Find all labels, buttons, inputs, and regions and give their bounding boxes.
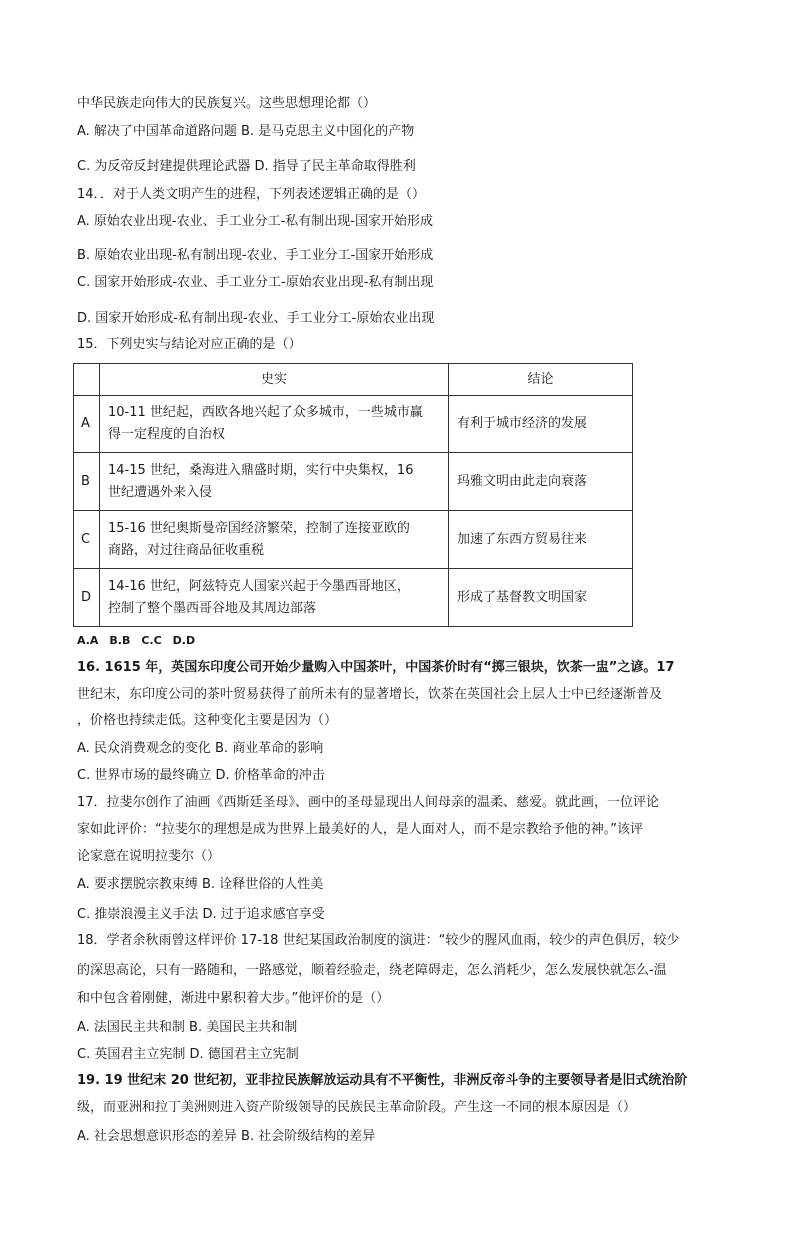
table-header-row xyxy=(74,364,633,396)
table-header-conclusion: 结论 xyxy=(449,364,633,396)
q14-option-c: C. 国家开始形成-农业、手工业分工-原始农业出现-私有制出现 xyxy=(77,275,434,290)
q19-stem-2: 级，而亚洲和拉丁美洲则进入资产阶级领导的民族民主革命阶段。产生这一不同的根本原因是（） xyxy=(77,1100,637,1115)
row-conclusion: 有利于城市经济的发展 xyxy=(449,396,633,453)
q18-options-ab: A. 法国民主共和制 B. 美国民主共和制 xyxy=(77,1020,298,1035)
q13-options-ab: A. 解决了中国革命道路问题 B. 是马克思主义中国化的产物 xyxy=(77,124,415,139)
q15-table xyxy=(73,363,633,627)
row-label: B xyxy=(74,453,100,511)
q14-option-a: A. 原始农业出现-农业、手工业分工-私有制出现-国家开始形成 xyxy=(77,214,434,229)
q16-stem-3: ，价格也持续走低。这种变化主要是因为（） xyxy=(77,713,338,728)
row-fact-line: 10-11 世纪起，西欧各地兴起了众多城市，一些城市赢 xyxy=(108,405,423,420)
row-label: C xyxy=(74,511,100,569)
row-fact-line: 控制了整个墨西哥谷地及其周边部落 xyxy=(108,600,317,616)
q18-stem-2: 的深思高论，只有一路随和，一路感觉，顺着经验走，绕老障碍走，怎么消耗少，怎么发展快就怎么-温 xyxy=(77,963,667,978)
q15-options: A.A B.B C.C D.D xyxy=(77,634,196,647)
row-conclusion: 加速了东西方贸易往来 xyxy=(449,511,633,569)
q16-stem-1: 16. 1615 年，英国东印度公司开始少量购入中国茶叶，中国茶价时有“掷三银块，饮茶一盅”之谚。17 xyxy=(77,660,675,675)
row-fact xyxy=(100,453,449,511)
row-fact-line: 14-15 世纪，桑海进入鼎盛时期，实行中央集权，16 xyxy=(108,462,414,478)
q17-options-cd: C. 推崇浪漫主义手法 D. 过于追求感官享受 xyxy=(77,907,325,922)
q19-stem-1: 19. 19 世纪末 20 世纪初，亚非拉民族解放运动具有不平衡性，非洲反帝斗争的主要领导者是旧式统治阶 xyxy=(77,1073,688,1088)
table-row xyxy=(74,396,633,453)
row-fact-line: 世纪遭遇外来入侵 xyxy=(108,484,213,500)
table-row xyxy=(74,453,633,511)
row-conclusion: 形成了基督教文明国家 xyxy=(449,569,633,627)
row-fact-line: 商路，对过往商品征收重税 xyxy=(108,542,265,558)
q18-options-cd: C. 英国君主立宪制 D. 德国君主立宪制 xyxy=(77,1047,299,1062)
table-row xyxy=(74,511,633,569)
q17-stem-2: 家如此评价：“拉斐尔的理想是成为世界上最美好的人，是人面对人，而不是宗教给予他的神。”该评 xyxy=(77,822,643,837)
line-q13-stem: 中华民族走向伟大的民族复兴。这些思想理论都（） xyxy=(77,96,377,111)
q16-options-cd: C. 世界市场的最终确立 D. 价格革命的冲击 xyxy=(77,768,325,783)
q13-options-cd: C. 为反帝反封建提供理论武器 D. 指导了民主革命取得胜利 xyxy=(77,159,416,174)
q19-options-ab: A. 社会思想意识形态的差异 B. 社会阶级结构的差异 xyxy=(77,1129,376,1144)
row-label: A xyxy=(74,396,100,453)
q14-option-d: D. 国家开始形成-私有制出现-农业、手工业分工-原始农业出现 xyxy=(77,311,435,326)
q18-stem-3: 和中包含着刚健，渐进中累积着大步。”他评价的是（） xyxy=(77,991,390,1006)
row-fact xyxy=(100,511,449,569)
row-fact-line: 14-16 世纪，阿兹特克人国家兴起于今墨西哥地区， xyxy=(108,578,410,594)
row-fact-line: 15-16 世纪奥斯曼帝国经济繁荣，控制了连接亚欧的 xyxy=(108,520,410,536)
q14-stem: 14．．对于人类文明产生的进程，下列表述逻辑正确的是（） xyxy=(77,187,426,202)
q17-stem-3: 论家意在说明拉斐尔（） xyxy=(77,849,221,864)
q14-option-b: B. 原始农业出现-私有制出现-农业、手工业分工-国家开始形成 xyxy=(77,248,434,263)
q16-options-ab: A. 民众消费观念的变化 B. 商业革命的影响 xyxy=(77,741,324,756)
q17-stem-1: 17．拉斐尔创作了油画《西斯廷圣母》、画中的圣母显现出人间母亲的温柔、慈爱。就此画，一位评论 xyxy=(77,795,660,810)
table-header-fact: 史实 xyxy=(100,364,449,396)
table-header-blank xyxy=(74,364,100,396)
row-fact-line: 得一定程度的自治权 xyxy=(108,427,226,442)
row-label: D xyxy=(74,569,100,627)
row-fact xyxy=(100,569,449,627)
q16-stem-2: 世纪末，东印度公司的茶叶贸易获得了前所未有的显著增长，饮茶在英国社会上层人士中已经逐渐普及 xyxy=(77,687,663,702)
row-conclusion: 玛雅文明由此走向衰落 xyxy=(449,453,633,511)
table-row xyxy=(74,569,633,627)
row-fact xyxy=(100,396,449,453)
q17-options-ab: A. 要求摆脱宗教束缚 B. 诠释世俗的人性美 xyxy=(77,877,324,892)
q18-stem-1: 18．学者余秋雨曾这样评价 17-18 世纪某国政治制度的演进：“较少的腥风血雨，较少的声色俱厉，较少 xyxy=(77,933,680,948)
q15-stem: 15．下列史实与结论对应正确的是（） xyxy=(77,337,302,352)
